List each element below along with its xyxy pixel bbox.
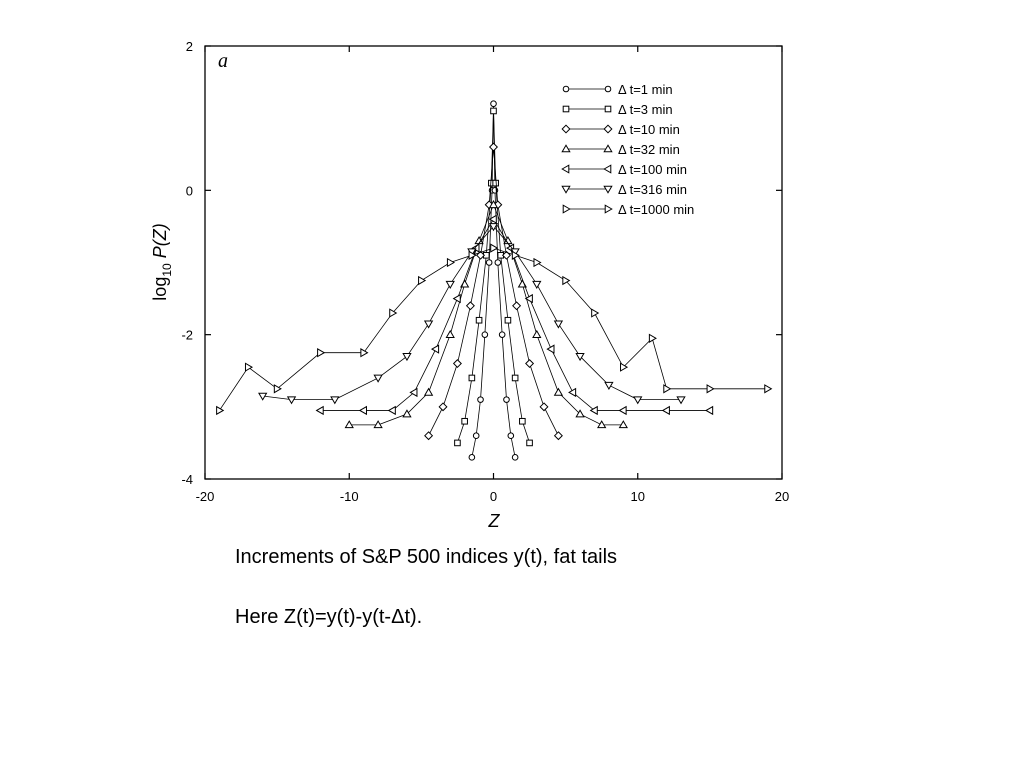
data-point xyxy=(478,397,484,403)
y-tick-label: 2 xyxy=(185,39,193,54)
y-tick-label: -2 xyxy=(181,327,193,343)
x-tick-label: 20 xyxy=(774,489,790,504)
data-point xyxy=(505,317,511,323)
data-point xyxy=(469,375,475,381)
data-point xyxy=(491,108,497,114)
legend-label: Δ t=1 min xyxy=(618,82,673,97)
data-point xyxy=(486,260,492,266)
data-point xyxy=(512,455,518,461)
panel-label: a xyxy=(218,50,228,72)
data-point xyxy=(491,101,497,107)
data-point xyxy=(508,433,514,439)
legend-label: Δ t=32 min xyxy=(618,142,680,157)
caption-line-1: Increments of S&P 500 indices y(t), fat tails xyxy=(235,546,618,568)
data-point xyxy=(482,332,488,338)
legend-marker xyxy=(605,86,611,92)
data-point xyxy=(520,418,526,424)
legend-label: Δ t=10 min xyxy=(618,122,680,137)
data-point xyxy=(495,260,501,266)
legend-label: Δ t=3 min xyxy=(618,102,673,117)
legend-label: Δ t=1000 min xyxy=(618,202,695,217)
y-axis-label xyxy=(150,223,174,300)
data-point xyxy=(499,332,505,338)
data-point xyxy=(473,433,479,439)
data-point xyxy=(504,397,510,403)
data-point xyxy=(455,440,461,446)
data-point xyxy=(462,418,468,424)
y-axis-label-prefix: log xyxy=(150,276,170,301)
data-point xyxy=(527,440,533,446)
legend-marker xyxy=(563,86,569,92)
data-point xyxy=(469,455,475,461)
y-axis-label-subscript: 10 xyxy=(160,263,174,277)
y-tick-label: -4 xyxy=(181,472,193,487)
legend-marker xyxy=(563,106,569,112)
caption-line-2: Here Z(t)=y(t)-y(t-Δt). xyxy=(235,606,423,628)
x-tick-label: 0 xyxy=(489,489,498,504)
legend-marker xyxy=(605,106,611,112)
legend-label: Δ t=100 min xyxy=(618,162,688,177)
y-tick-label: 0 xyxy=(185,183,193,199)
data-point xyxy=(476,317,482,323)
y-axis-label-suffix: P(Z) xyxy=(150,223,170,264)
x-axis-label: Z xyxy=(488,511,500,531)
x-tick-label: 10 xyxy=(630,489,645,504)
legend-label: Δ t=316 min xyxy=(618,182,688,197)
x-tick-label: -20 xyxy=(195,489,215,504)
x-tick-label: -10 xyxy=(339,489,359,504)
data-point xyxy=(512,375,518,381)
